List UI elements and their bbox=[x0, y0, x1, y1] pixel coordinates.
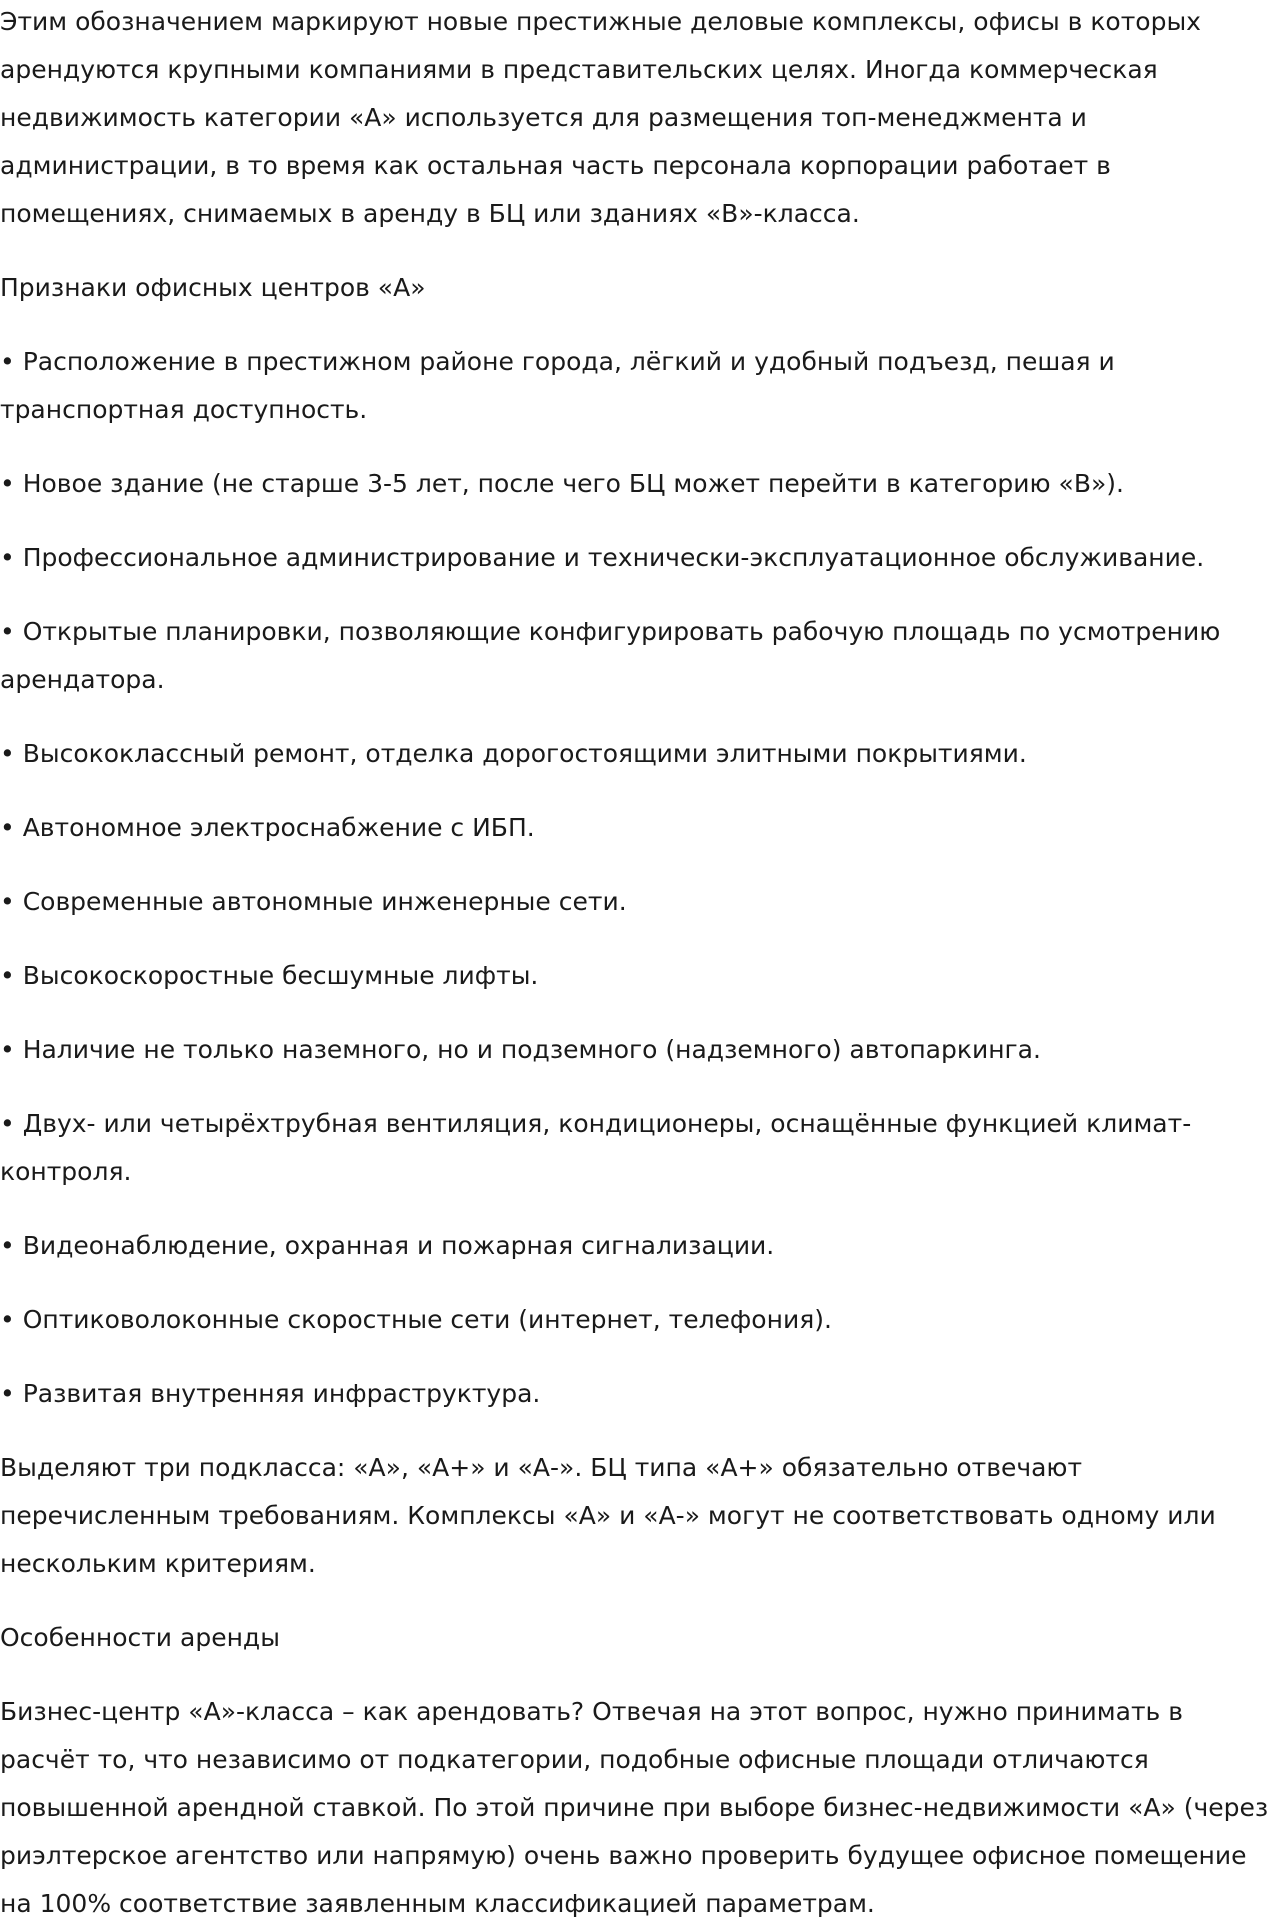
rent-paragraph: Бизнес-центр «А»-класса – как арендовать? Отвечая на этот вопрос, нужно принимать в расчёт то, что независимо от подкатегории, подобные офисные площади отличаются повышенной арендной ставкой. По этой причине при выборе бизнес-недвижимости «А» (через риэлтерское агентство или напрямую) очень важно проверить будущее офисное помещение на 100% соответствие заявленным классификацией параметрам. bbox=[0, 1697, 1269, 1918]
feature-item-security: • Видеонаблюдение, охранная и пожарная сигнализации. bbox=[0, 1231, 775, 1260]
feature-item-elevators: • Высокоскоростные бесшумные лифты. bbox=[0, 961, 539, 990]
feature-item-engineering: • Современные автономные инженерные сети. bbox=[0, 887, 627, 916]
intro-paragraph: Этим обозначением маркируют новые престижные деловые комплексы, офисы в которых арендуются крупными компаниями в представительских целях. Иногда коммерческая недвижимость категории «А» используется для размещения топ-менеджмента и администрации, в то время как остальная часть персонала корпорации работает в помещениях, снимаемых в аренду в БЦ или зданиях «В»-класса. bbox=[0, 7, 1201, 228]
feature-item-location: • Расположение в престижном районе города, лёгкий и удобный подъезд, пешая и транспортная доступность. bbox=[0, 347, 1115, 424]
feature-item-renovation: • Высококлассный ремонт, отделка дорогостоящими элитными покрытиями. bbox=[0, 739, 1027, 768]
feature-item-open-layouts: • Открытые планировки, позволяющие конфигурировать рабочую площадь по усмотрению арендатора. bbox=[0, 617, 1221, 694]
feature-item-parking: • Наличие не только наземного, но и подземного (надземного) автопаркинга. bbox=[0, 1035, 1041, 1064]
features-heading: Признаки офисных центров «А» bbox=[0, 273, 426, 302]
feature-item-administration: • Профессиональное администрирование и технически-эксплуатационное обслуживание. bbox=[0, 543, 1205, 572]
feature-item-new-building: • Новое здание (не старше 3-5 лет, после чего БЦ может перейти в категорию «В»). bbox=[0, 469, 1124, 498]
subclasses-paragraph: Выделяют три подкласса: «А», «А+» и «А-». БЦ типа «А+» обязательно отвечают перечисленным требованиям. Комплексы «А» и «А-» могут не соответствовать одному или нескольким критериям. bbox=[0, 1453, 1216, 1578]
feature-item-networks: • Оптиковолоконные скоростные сети (интернет, телефония). bbox=[0, 1305, 832, 1334]
feature-item-infrastructure: • Развитая внутренняя инфраструктура. bbox=[0, 1379, 541, 1408]
rent-heading: Особенности аренды bbox=[0, 1623, 280, 1652]
feature-item-ventilation: • Двух- или четырёхтрубная вентиляция, кондиционеры, оснащённые функцией климат-контроля. bbox=[0, 1109, 1192, 1186]
feature-item-power-supply: • Автономное электроснабжение с ИБП. bbox=[0, 813, 535, 842]
